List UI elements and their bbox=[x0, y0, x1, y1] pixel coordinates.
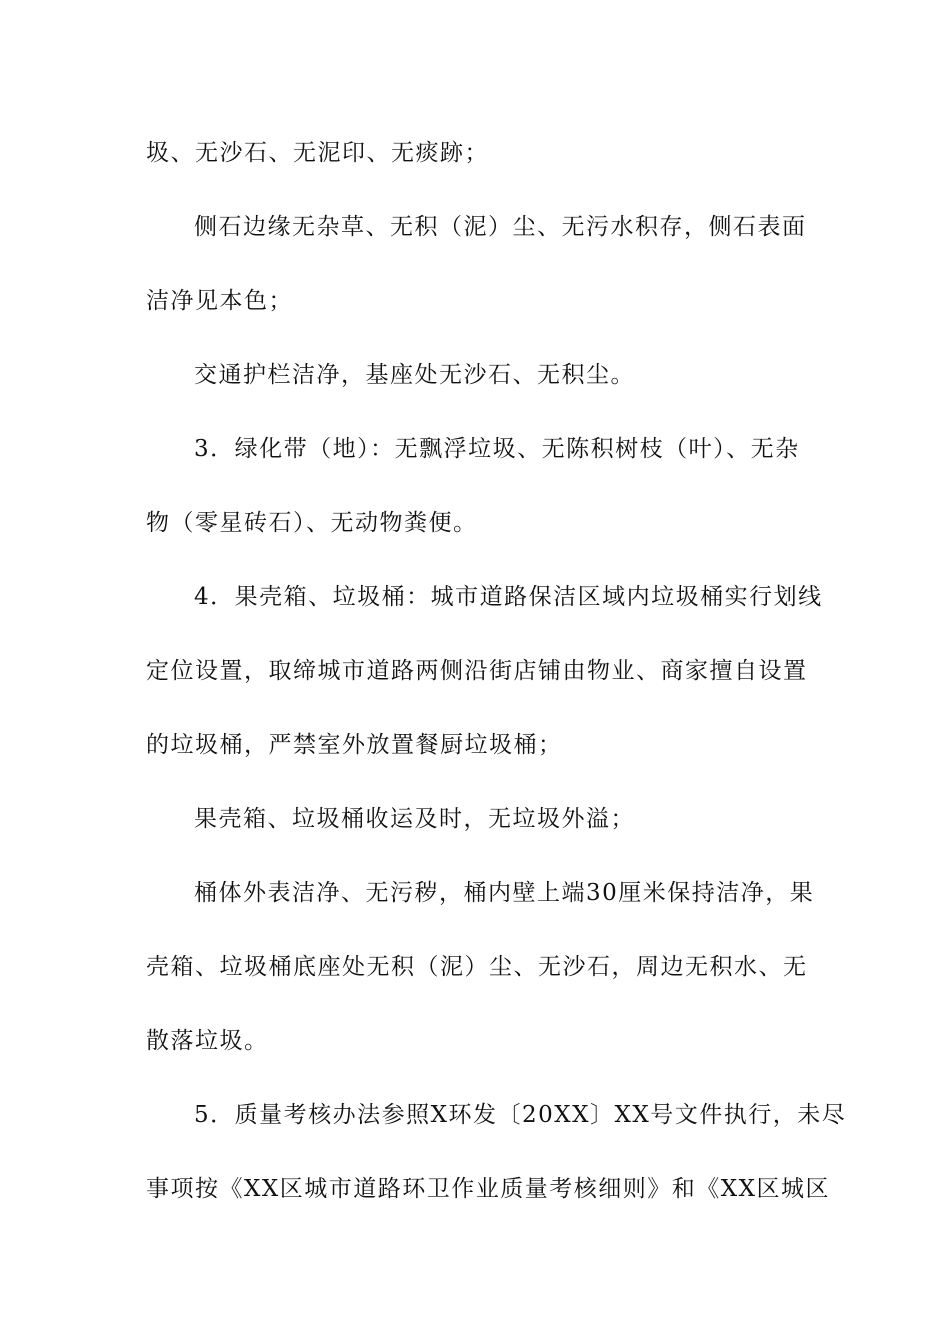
paragraph-line: 交通护栏洁净，基座处无沙石、无积尘。 bbox=[194, 362, 635, 388]
paragraph-line: 4．果壳箱、垃圾桶：城市道路保洁区域内垃圾桶实行划线 bbox=[194, 584, 823, 610]
text-line: 的垃圾桶，严禁室外放置餐厨垃圾桶； bbox=[146, 732, 563, 758]
paragraph-line: 桶体外表洁净、无污秽，桶内壁上端30厘米保持洁净，果 bbox=[194, 880, 815, 906]
paragraph-line: 果壳箱、垃圾桶收运及时，无垃圾外溢； bbox=[194, 806, 635, 832]
paragraph-line: 3．绿化带（地）：无飘浮垃圾、无陈积树枝（叶）、无杂 bbox=[194, 436, 800, 462]
text-line: 圾、无沙石、无泥印、无痰跡； bbox=[146, 140, 489, 166]
paragraph-line: 侧石边缘无杂草、无积（泥）尘、无污水积存，侧石表面 bbox=[194, 214, 807, 240]
text-line: 事项按《XX区城市道路环卫作业质量考核细则》和《XX区城区 bbox=[146, 1176, 830, 1202]
paragraph-line: 5．质量考核办法参照X环发〔20XX〕XX号文件执行，未尽 bbox=[194, 1102, 847, 1128]
text-line: 定位设置，取缔城市道路两侧沿街店铺由物业、商家擅自设置 bbox=[146, 658, 808, 684]
text-line: 散落垃圾。 bbox=[146, 1028, 269, 1054]
text-line: 壳箱、垃圾桶底座处无积（泥）尘、无沙石，周边无积水、无 bbox=[146, 954, 808, 980]
text-line: 洁净见本色； bbox=[146, 288, 293, 314]
text-line: 物（零星砖石）、无动物粪便。 bbox=[146, 510, 478, 536]
